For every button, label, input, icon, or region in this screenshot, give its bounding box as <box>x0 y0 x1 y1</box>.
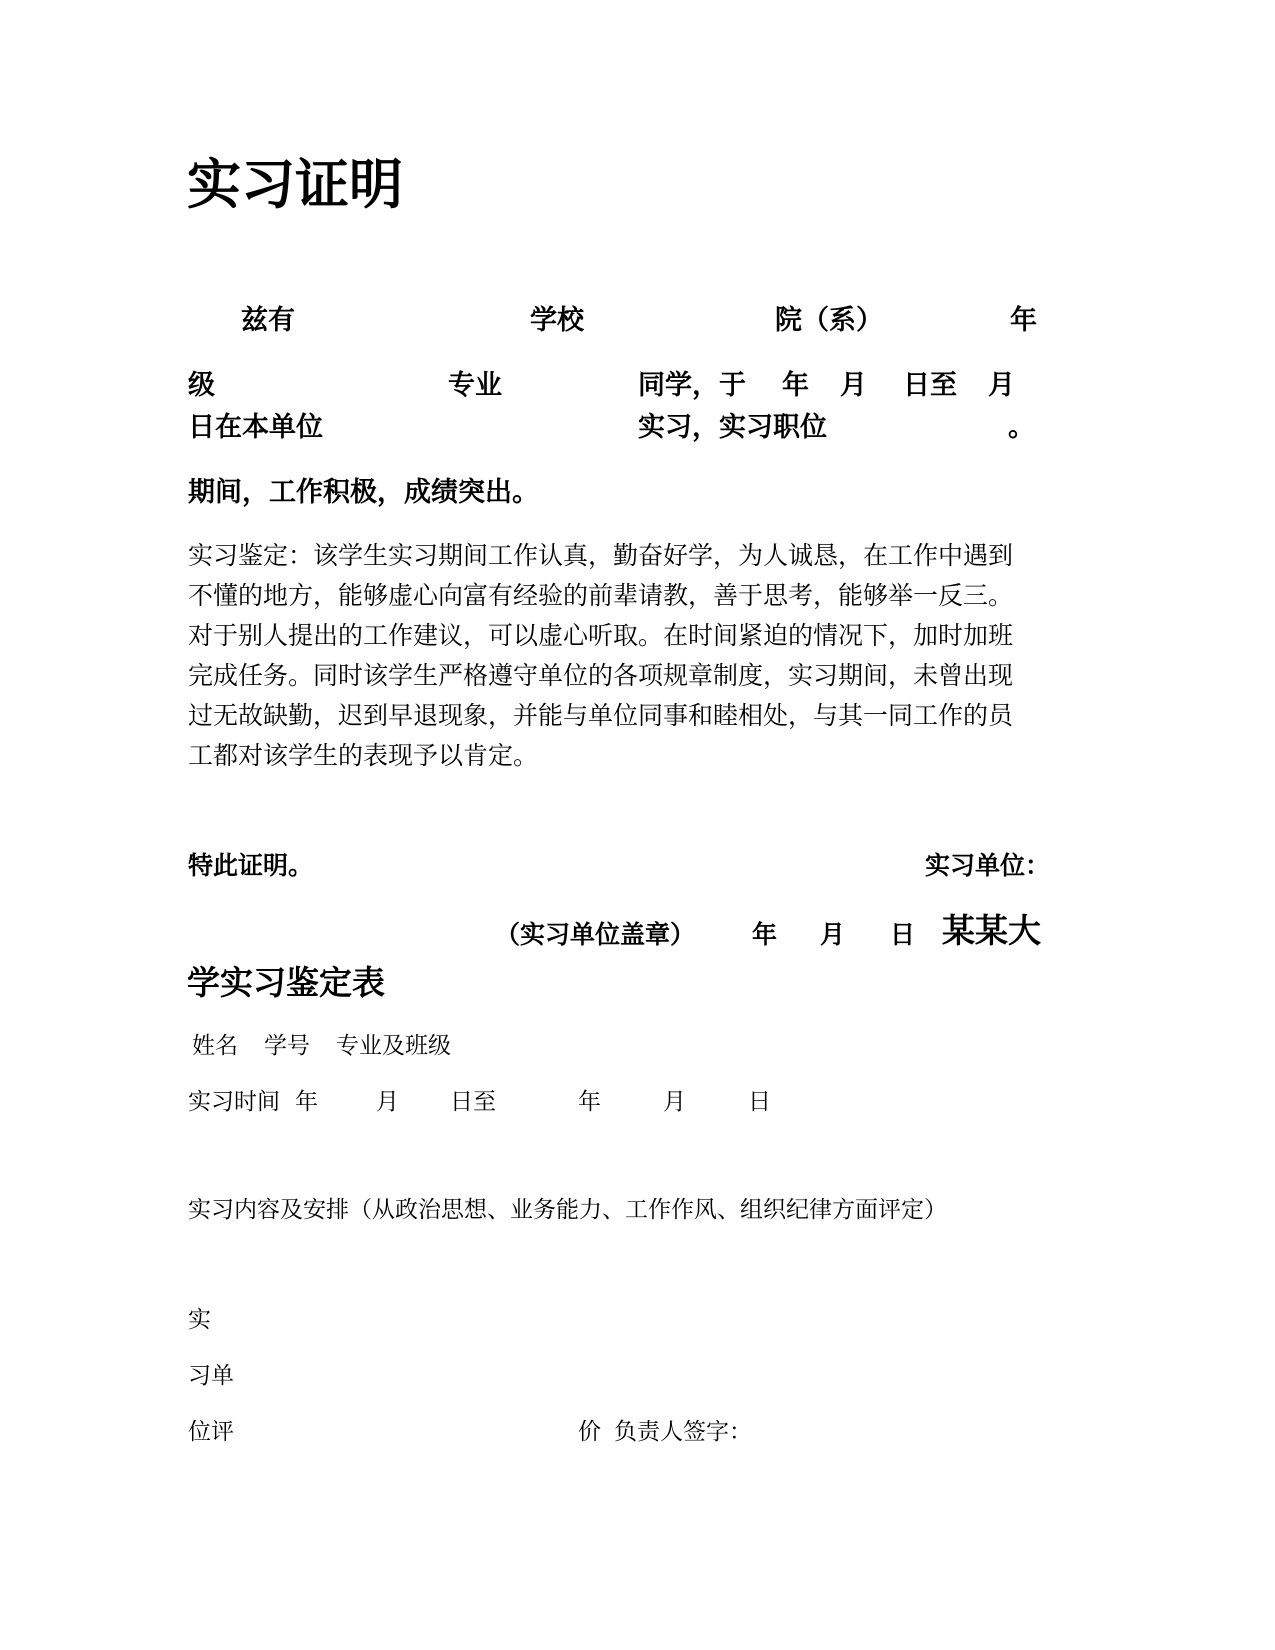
unit-label: 实习单位： <box>925 851 1051 880</box>
field-label-zi-you: 兹有 <box>241 305 295 336</box>
certificate-title: 实习证明 <box>187 153 403 216</box>
appraisal-paragraph <box>188 536 1088 776</box>
date-year: 年 <box>752 920 778 949</box>
time-start-year: 年 <box>295 1089 318 1115</box>
eval-vertical-label-tail: 价 <box>578 1419 601 1445</box>
info-major-class-label: 专业及班级 <box>336 1033 451 1059</box>
field-label-school: 学校 <box>530 305 584 336</box>
date-month: 月 <box>820 920 846 949</box>
field-label-grade: 级 <box>188 370 215 401</box>
eval-vertical-label-3: 位评 <box>188 1419 234 1445</box>
field-label-position: 实习，实习职位 <box>638 412 827 443</box>
time-start-day-to: 日至 <box>450 1089 496 1115</box>
field-label-start-month: 月 <box>840 370 867 401</box>
appraisal-line: 完成任务。同时该学生严格遵守单位的各项规章制度，实习期间，未曾出现 <box>188 661 1014 690</box>
field-label-year: 年 <box>1010 305 1037 336</box>
appraisal-line: 过无故缺勤，迟到早退现象，并能与单位同事和睦相处，与其一同工作的员 <box>188 701 1014 730</box>
field-label-day-at-unit: 日在本单位 <box>188 412 323 443</box>
time-end-day: 日 <box>748 1089 771 1115</box>
field-label-start-day-to: 日至 <box>903 370 957 401</box>
internship-time-label: 实习时间 <box>188 1089 280 1115</box>
sentence-end-mark: 。 <box>1008 412 1035 443</box>
signature-label: 负责人签字： <box>614 1419 752 1445</box>
info-student-id-label: 学号 <box>264 1033 310 1059</box>
field-label-major: 专业 <box>448 370 502 401</box>
form-title-part1: 某某大 <box>942 911 1041 950</box>
time-end-year: 年 <box>578 1089 601 1115</box>
time-start-month: 月 <box>376 1089 399 1115</box>
appraisal-line: 工都对该学生的表现予以肯定。 <box>188 741 539 770</box>
field-label-end-month: 月 <box>988 370 1015 401</box>
field-label-department: 院（系） <box>775 305 883 336</box>
appraisal-line: 不懂的地方，能够虚心向富有经验的前辈请教，善于思考，能够举一反三。 <box>188 581 1014 610</box>
date-day: 日 <box>890 920 916 949</box>
content-arrangement-label: 实习内容及安排（从政治思想、业务能力、工作作风、组织纪律方面评定） <box>188 1197 947 1223</box>
eval-vertical-label-1: 实 <box>188 1307 211 1333</box>
performance-sentence: 期间，工作积极，成绩突出。 <box>188 477 539 508</box>
appraisal-line: 对于别人提出的工作建议，可以虚心听取。在时间紧迫的情况下，加时加班 <box>188 621 1014 650</box>
field-label-student-from: 同学，于 <box>638 370 746 401</box>
seal-label: （实习单位盖章） <box>495 920 696 949</box>
hereby-certify: 特此证明。 <box>188 851 314 880</box>
eval-vertical-label-2: 习单 <box>188 1363 234 1389</box>
field-label-start-year: 年 <box>782 370 809 401</box>
time-end-month: 月 <box>663 1089 686 1115</box>
appraisal-line: 实习鉴定：该学生实习期间工作认真，勤奋好学，为人诚恳，在工作中遇到 <box>188 541 1014 570</box>
info-name-label: 姓名 <box>192 1033 238 1059</box>
form-title-part2: 学实习鉴定表 <box>187 963 385 1002</box>
